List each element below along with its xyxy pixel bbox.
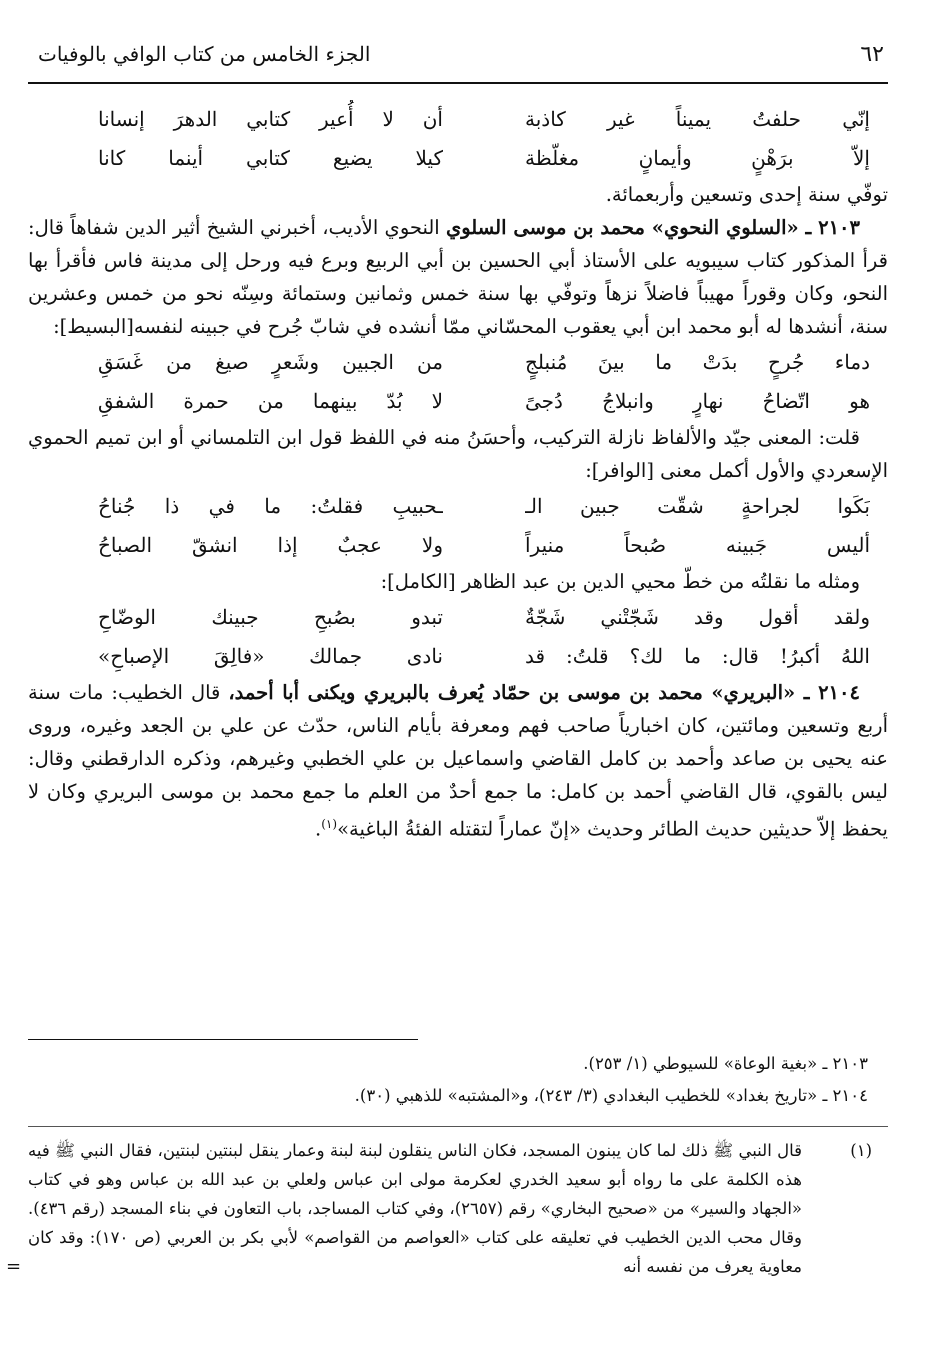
source-references — [28, 1048, 888, 1112]
book-page — [6, 0, 888, 1371]
page-header — [28, 38, 888, 78]
entry-text: قال الخطيب: مات سنة أربع وتسعين ومائتين، كان اخبارياً صاحب فهم ومعرفة بأيام الناس، حدّث عن علي بن الجعد وغيره، وروى عنه يحيى بن صاعد وأحمد بن كامل القاضي واسماعيل بن علي الخطبي وغيرهم، وذكره الدارقطني وقال: ليس بالقوي، قال القاضي أحمد بن كامل: ما جمع أحدٌ من العلم ما جمع محمد بن موسى البريري وكان لا يحفظ إلاّ حديثين حديث الطائر وحديث «إنّ عماراً لتقتله الفئةُ الباغية» — [28, 681, 888, 841]
verse-first-hemistich: هو اتّضاحُ نهارٍ وانبلاجُ دُجىً — [525, 389, 870, 413]
verse-line — [28, 487, 888, 526]
verse-line — [28, 343, 888, 382]
quotation-intro: ومثله ما نقلتُه من خطّ محيي الدين بن عبد الظاهر [الكامل]: — [380, 570, 860, 593]
verse-line — [28, 598, 888, 637]
entry-2103 — [28, 211, 888, 343]
verse-first-hemistich: اللهُ أكبرُ! قال: ما لك؟ قلتُ: قد — [525, 644, 870, 668]
verse-second-hemistich: كيلا يضيع كتابي أينما كانا — [98, 146, 443, 170]
entry-end: . — [315, 817, 322, 841]
references-rule — [28, 1126, 888, 1127]
verse-second-hemistich: تبدو بصُبحِ جبينك الوضّاحِ — [98, 605, 443, 629]
verse-first-hemistich: أليس جَبينه صُبحاً منيراً — [525, 533, 870, 557]
running-title: الجزء الخامس من كتاب الوافي بالوفيات — [38, 42, 371, 66]
footnote — [28, 1136, 888, 1281]
verse-second-hemistich: من الجبين وشَعرٍ صيغ من غَسَقِ — [98, 350, 443, 374]
entry-2104 — [28, 676, 888, 846]
verse-second-hemistich: ـحبيبِ فقلتُ: ما في ذا جُناحُ — [98, 494, 443, 518]
entry-heading: ٢١٠٤ ـ «البريري» محمد بن موسى بن حمّاد يُعرف بالبريري ويكنى أبا أحمد، — [228, 681, 860, 704]
death-year-line: توفّي سنة إحدى وتسعين وأربعمائة. — [605, 183, 888, 206]
footnote-marker[interactable]: (١) — [321, 817, 338, 831]
verse-line — [28, 526, 888, 565]
verse-second-hemistich: نادى جمالك «فالِقَ الإصباحِ» — [98, 644, 443, 668]
footnote-number: (١) — [850, 1141, 872, 1160]
entry-text: النحوي الأديب، أخبرني الشيخ أثير الدين شفاهاً قال: قرأ المذكور كتاب سيبويه على الأستاذ أبي الحسين بن أبي الربيع وبرع فيه ورحل إلى مدينة فاس فأقرأ بها النحو، وكان وقوراً مهيباً فاضلاً نزهاً وتوفّي بها سنة خمس وثمانين وستمائة وسِنّه نحو من خمس وعشرين سنة، أنشدها له أبو محمد ابن أبي يعقوب المحسّاني ممّا أنشده في شابّ جُرح في جبينه لنفسه[البسيط]: — [28, 216, 888, 338]
reference-2104: ٢١٠٤ ـ «تاريخ بغداد» للخطيب البغدادي (٣/ ٢٤٣)، و«المشتبه» للذهبي (٣٠). — [354, 1086, 868, 1105]
verse-first-hemistich: ولقد أقول وقد شَجّتْني شَجّةٌ — [525, 605, 870, 629]
main-text — [28, 100, 888, 846]
reference-2103: ٢١٠٣ ـ «بغية الوعاة» للسيوطي (١/ ٢٥٣). — [583, 1054, 868, 1073]
footnote-text: قال النبي ﷺ ذلك لما كان يبنون المسجد، فكان الناس ينقلون لبنة لبنة وعمار ينقل لبنتين لبنتين، فقال النبي ﷺ فيه هذه الكلمة على ما رواه أبو سعيد الخدري لعكرمة مولى ابن عباس ولعلي بن عبد الله بن عباس وهو في كتاب «الجهاد والسير» من «صحيح البخاري» رقم (٢٦٥٧)، وفي كتاب المساجد، باب التعاون في بناء المسجد (رقم ٤٣٦). وقال محب الدين الخطيب في تعليقه على كتاب «العواصم من القواصم» لأبي بكر بن العربي (ص ١٧٠): وقد كان معاوية يعرف من نفسه أنه — [28, 1141, 802, 1276]
verse-line — [28, 100, 888, 139]
page-number: ٦٢ — [860, 42, 884, 67]
verse-first-hemistich: بَكَوا لجراحةٍ شقّت جبين الـ — [525, 494, 870, 518]
verse-first-hemistich: إنّي حلفتُ يميناً غير كاذبة — [525, 107, 870, 131]
verse-line — [28, 637, 888, 676]
continuation-mark: = — [6, 1256, 22, 1277]
commentary-paragraph: قلت: المعنى جيّد والألفاظ نازلة التركيب، وأحسَنُ منه في اللفظ قول ابن التلمساني أو ابن تميم الحموي الإسعردي والأول أكمل معنى [الوافر]: — [28, 426, 888, 482]
entry-heading: ٢١٠٣ ـ «السلوي النحوي» محمد بن موسى السلوي — [445, 216, 860, 239]
verse-line — [28, 139, 888, 178]
header-rule — [28, 82, 888, 84]
verse-second-hemistich: ولا عجبٌ إذا انشقّ الصباحُ — [98, 533, 443, 557]
verse-second-hemistich: أن لا أُعير كتابي الدهرَ إنسانا — [98, 107, 443, 131]
verse-line — [28, 382, 888, 421]
footnote-separator — [28, 1039, 418, 1040]
verse-first-hemistich: إلاّ برَهْنٍ وأيمانٍ مغلّظة — [525, 146, 870, 170]
verse-first-hemistich: دماء جُرحٍ بدَتْ ما بينَ مُنبلجٍ — [525, 350, 870, 374]
verse-second-hemistich: لا بُدّ بينهما من حمرة الشفقِ — [98, 389, 443, 413]
